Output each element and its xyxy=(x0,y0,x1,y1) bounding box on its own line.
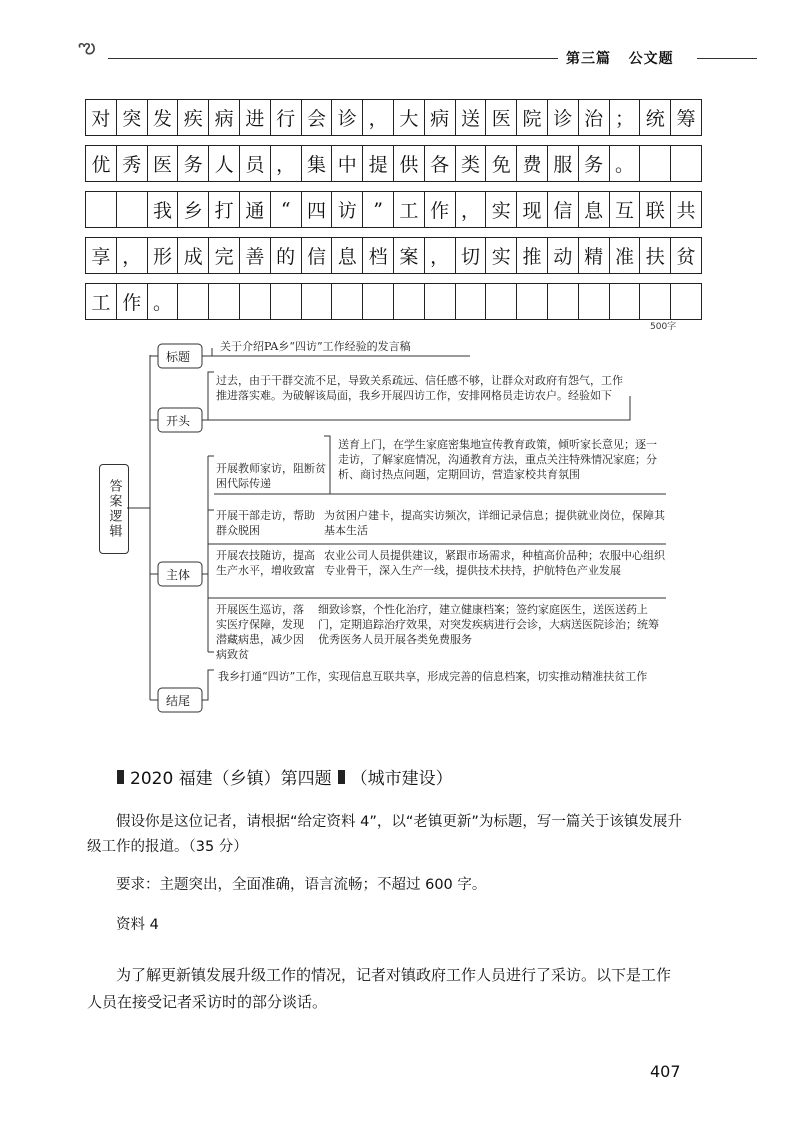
grid-cell: ， xyxy=(116,237,148,274)
grid-cell: 。 xyxy=(609,145,641,182)
grid-cell: 案 xyxy=(393,237,425,274)
grid-cell: 的 xyxy=(270,237,302,274)
grid-cell: 中 xyxy=(331,145,363,182)
grid-cell: 送 xyxy=(455,99,487,136)
grid-cell: 乡 xyxy=(177,191,209,228)
grid-cell: 联 xyxy=(639,191,671,228)
grid-cell: 突 xyxy=(116,99,148,136)
grid-cell: 务 xyxy=(177,145,209,182)
grid-cell: 会 xyxy=(301,99,333,136)
grid-cell: 费 xyxy=(516,145,548,182)
grid-cell: 完 xyxy=(208,237,240,274)
grid-cell: ； xyxy=(609,99,641,136)
grid-cell: 统 xyxy=(639,99,671,136)
branch-ending: 结尾 xyxy=(166,694,191,708)
material-paragraph: 为了解更新镇发展升级工作的情况，记者对镇政府工作人员进行了采访。以下是工作人员在接受记者采访时的部分谈话。 xyxy=(87,966,672,1011)
grid-cell: 共 xyxy=(670,191,702,228)
branch-ending-text: 我乡打通“四访”工作，实现信息互联共享，形成完善的信息档案，切实推动精准扶贫工作 xyxy=(218,670,648,683)
header-title: 公文题 xyxy=(628,51,674,67)
grid-cell: 病 xyxy=(424,99,456,136)
page-number: 407 xyxy=(650,1062,681,1081)
grid-cell: 息 xyxy=(578,191,610,228)
branch-body: 主体 xyxy=(166,568,191,582)
branch-opening: 开头 xyxy=(166,414,191,428)
grid-cell: 进 xyxy=(239,99,271,136)
grid-cell: 动 xyxy=(547,237,579,274)
material-label: 资料 4 xyxy=(116,917,159,933)
grid-cell: 病 xyxy=(208,99,240,136)
grid-cell: 准 xyxy=(609,237,641,274)
grid-cell: 医 xyxy=(147,145,179,182)
grid-cell: 治 xyxy=(578,99,610,136)
grid-cell: 精 xyxy=(578,237,610,274)
grid-cell: 各 xyxy=(424,145,456,182)
body-item-left: 开展干部走访，帮助群众脱困 xyxy=(216,509,315,537)
grid-cell: 成 xyxy=(177,237,209,274)
grid-cell: 。 xyxy=(147,283,179,320)
grid-cell: 医 xyxy=(485,99,517,136)
grid-cell: 秀 xyxy=(116,145,148,182)
grid-cell: 作 xyxy=(116,283,148,320)
heading-marker-icon xyxy=(338,770,345,784)
body-item-right: 农业公司人员提供建议，紧跟市场需求，种植高价品种；农服中心组织专业骨干，深入生产一线，提供技术扶持，护航特色产业发展 xyxy=(324,549,665,577)
grid-cell: 服 xyxy=(547,145,579,182)
grid-cell: 优 xyxy=(85,145,117,182)
grid-cell: 信 xyxy=(547,191,579,228)
grid-cell: 工 xyxy=(393,191,425,228)
grid-cell: 息 xyxy=(331,237,363,274)
grid-cell: 类 xyxy=(455,145,487,182)
grid-cell: ， xyxy=(455,191,487,228)
grid-cell: 四 xyxy=(301,191,333,228)
grid-cell: 员 xyxy=(239,145,271,182)
grid-cell: 实 xyxy=(485,191,517,228)
grid-cell: 打 xyxy=(208,191,240,228)
section-heading xyxy=(117,764,453,789)
grid-cell: 务 xyxy=(578,145,610,182)
grid-cell: 我 xyxy=(147,191,179,228)
section-title: 2020 福建（乡镇）第四题 xyxy=(130,769,332,789)
mindmap-root: 答案逻辑 xyxy=(99,464,129,554)
grid-cell: 善 xyxy=(239,237,271,274)
grid-cell: 疾 xyxy=(177,99,209,136)
grid-cell: 行 xyxy=(270,99,302,136)
grid-cell: 诊 xyxy=(547,99,579,136)
grid-cell: 筹 xyxy=(670,99,702,136)
grid-cell: 集 xyxy=(301,145,333,182)
body-item-right: 送育上门，在学生家庭密集地宣传教育政策，倾听家长意见；逐一走访，了解家庭情况，沟通教育方法，重点关注特殊情况家庭；分析、商讨热点问题，定期回访，营造家校共育氛围 xyxy=(338,438,657,481)
grid-cell: 发 xyxy=(147,99,179,136)
grid-cell: 诊 xyxy=(331,99,363,136)
grid-cell: 通 xyxy=(239,191,271,228)
grid-cell: 形 xyxy=(147,237,179,274)
grid-cell: 人 xyxy=(208,145,240,182)
grid-cell: 对 xyxy=(85,99,117,136)
grid-cell: 享 xyxy=(85,237,117,274)
grid-cell: 工 xyxy=(85,283,117,320)
word-count: 500字 xyxy=(650,322,677,332)
grid-cell: 作 xyxy=(424,191,456,228)
branch-title-text: 关于介绍PA乡“四访”工作经验的发言稿 xyxy=(220,340,411,353)
grid-cell: 推 xyxy=(516,237,548,274)
header-section: 第三篇 xyxy=(566,51,611,67)
grid-cell: “ xyxy=(270,191,302,228)
grid-cell: 切 xyxy=(455,237,487,274)
body-item-left: 开展医生巡访，落实医疗保障，发现潜藏病患，减少因病致贫 xyxy=(216,603,304,661)
grid-cell: 访 xyxy=(331,191,363,228)
grid-cell: ” xyxy=(362,191,394,228)
grid-cell: 扶 xyxy=(639,237,671,274)
body-item-left: 开展农技随访，提高生产水平，增收致富 xyxy=(216,549,315,577)
grid-cell: ， xyxy=(424,237,456,274)
grid-cell: 信 xyxy=(301,237,333,274)
grid-cell: ， xyxy=(270,145,302,182)
branch-title: 标题 xyxy=(166,350,191,364)
grid-cell: 实 xyxy=(485,237,517,274)
grid-cell: 大 xyxy=(393,99,425,136)
heading-marker-icon xyxy=(117,770,124,784)
body-item-right: 细致诊察，个性化治疗，建立健康档案；签约家庭医生，送医送药上门，定期追踪治疗效果，对突发疾病进行会诊，大病送医院诊治；统筹优秀医务人员开展各类免费服务 xyxy=(318,603,659,646)
requirements-paragraph: 要求：主题突出，全面准确，语言流畅；不超过 600 字。 xyxy=(116,877,487,893)
grid-cell: 互 xyxy=(609,191,641,228)
grid-cell: 档 xyxy=(362,237,394,274)
branch-opening-text: 过去，由于干群交流不足，导致关系疏远、信任感不够，让群众对政府有怨气，工作推进落实难。为破解该局面，我乡开展四访工作，安排网格员走访农户。经验如下 xyxy=(216,374,623,402)
question-paragraph: 假设你是这位记者，请根据“给定资料 4”，以“老镇更新”为标题，写一篇关于该镇发展升级工作的报道。（35 分） xyxy=(87,814,682,855)
grid-cell: 供 xyxy=(393,145,425,182)
body-item-right: 为贫困户建卡，提高实访频次，详细记录信息；提供就业岗位，保障其基本生活 xyxy=(324,509,665,537)
section-topic: （城市建设） xyxy=(350,769,453,789)
grid-cell: 院 xyxy=(516,99,548,136)
leaf-icon: ఌ xyxy=(78,34,96,58)
grid-cell: 贫 xyxy=(670,237,702,274)
grid-cell: 现 xyxy=(516,191,548,228)
grid-cell: ， xyxy=(362,99,394,136)
grid-cell: 免 xyxy=(485,145,517,182)
body-item-left: 开展教师家访，阻断贫困代际传递 xyxy=(216,462,326,490)
grid-cell: 提 xyxy=(362,145,394,182)
